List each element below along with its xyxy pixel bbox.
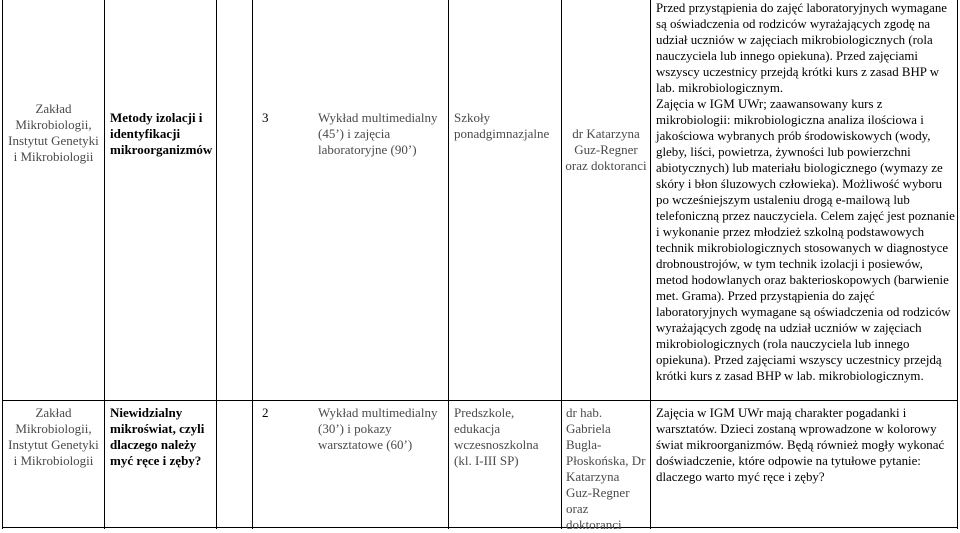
table-border-right	[957, 0, 958, 529]
description-cell: Zajęcia w IGM UWr mają charakter pogadanki i warsztatów. Dzieci zostaną wprowadzone w kolorowy świat mikroorganizmów. Będą również mogły wykonać doświadczenie, które odpowie na tytułowe pytanie: dlaczego warto myć ręce i zęby?	[656, 406, 945, 484]
hours-cell: 2	[262, 405, 269, 420]
leader-cell: dr hab. Gabriela Bugla-Płoskońska, Dr Katarzyna Guz-Regner oraz doktoranci	[566, 405, 646, 532]
column-divider	[104, 0, 105, 529]
target-cell: Predszkole, edukacja wczesnoszkolna (kl. I-III SP)	[454, 405, 539, 468]
column-divider	[252, 0, 253, 529]
leader-cell: dr Katarzyna Guz-Regner oraz doktoranci	[565, 126, 647, 173]
table-border-bottom	[2, 527, 958, 528]
description-cell: Przed przystąpienia do zajęć laboratoryjnych wymagane są oświadczenia od rodziców wyrażających zgodę na udział uczniów w zajęciach mikrobiologicznych (rola nauczyciela lub innego opiekuna). Przed zajęciami wszyscy uczestnicy przejdą krótki kurs z zasad BHP w lab. mikrobiologicznym. Zajęcia w IGM UWr; zaawansowany kurs z mikrobiologii: mikrobiologiczna analiza ilościowa i jakościowa wybranych prób środowiskowych (wody, gleby, liści, powietrza, żywności lub powierzchni abiotycznych) lub materiału biologicznego (wymazy ze skóry i błon śluzowych człowieka). Możliwość wyboru po wcześniejszym ustaleniu drogą e-mailową lub telefoniczną przez nauczyciela. Celem zajęć jest poznanie i wykonanie przez młodzież szkolną podstawowych technik mikrobiologicznych stosowanych w diagnostyce drobnoustrojów, w tym technik izolacji i posiewów, metod hodowlanych oraz bakterioskopowych (barwienie met. Grama). Przed przystąpienia do zajęć laboratoryjnych wymagane są oświadczenia od rodziców wyrażających zgodę na udział uczniów w zajęciach mikrobiologicznych (rola nauczyciela lub innego opiekuna). Przed zajęciami wszyscy uczestnicy przejdą krótki kurs z zasad BHP w lab. mikrobiologicznym.	[656, 1, 955, 383]
table-border-left	[2, 0, 3, 529]
hours-cell: 3	[262, 110, 269, 125]
topic-cell: Niewidzialny mikroświat, czyli dlaczego należy myć ręce i zęby?	[110, 405, 205, 468]
target-cell: Szkoły ponadgimnazjalne	[454, 110, 550, 141]
column-divider	[561, 0, 562, 529]
column-divider	[650, 0, 651, 529]
column-divider	[216, 0, 217, 529]
unit-cell: Zakład Mikrobiologii, Instytut Genetyki i Mikrobiologii	[8, 101, 99, 164]
form-cell: Wykład multimedialny (30’) i pokazy warsztatowe (60’)	[318, 405, 438, 452]
column-divider	[448, 0, 449, 529]
row-divider	[2, 400, 958, 401]
topic-cell: Metody izolacji i identyfikacji mikroorganizmów	[110, 110, 213, 157]
unit-cell: Zakład Mikrobiologii, Instytut Genetyki i Mikrobiologii	[8, 405, 99, 468]
form-cell: Wykład multimedialny (45’) i zajęcia laboratoryjne (90’)	[318, 110, 438, 157]
